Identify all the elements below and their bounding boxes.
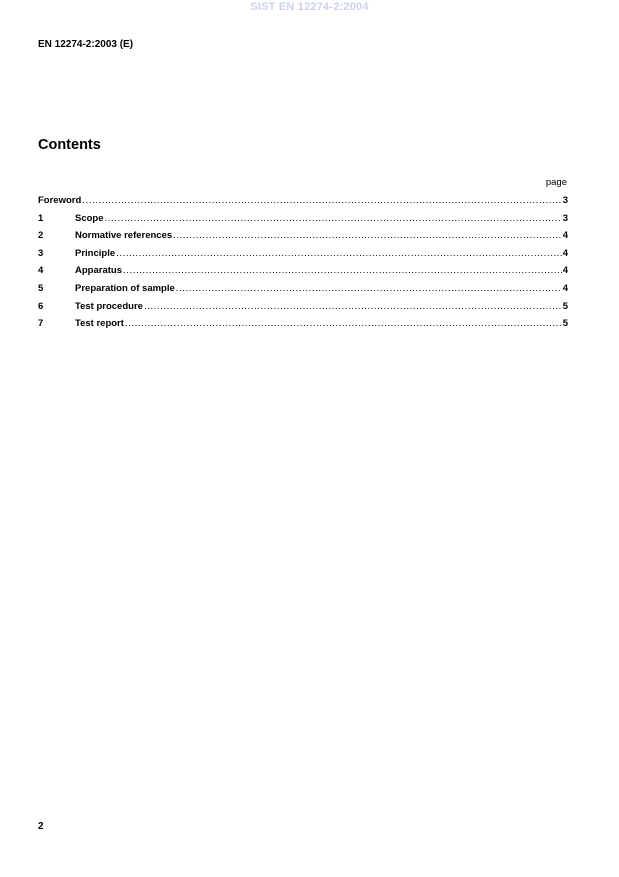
toc-entry-title: Preparation of sample — [75, 282, 175, 294]
page-column-label: page — [545, 177, 567, 188]
toc-entry-number: 2 — [38, 230, 44, 242]
toc-entry-page: 4 — [562, 282, 568, 294]
toc-entry-principle[interactable] — [38, 248, 568, 266]
toc-dot-leader — [144, 301, 562, 312]
toc-entry-number: 7 — [38, 318, 44, 330]
toc-entry-page: 4 — [562, 230, 568, 242]
toc-entry-page: 5 — [562, 318, 568, 330]
toc-entry-title: Test report — [75, 318, 124, 330]
page-number: 2 — [38, 821, 44, 832]
toc-dot-leader — [173, 230, 562, 241]
toc-entry-number: 3 — [38, 247, 44, 259]
toc-dot-leader — [82, 195, 561, 206]
toc-entry-foreword[interactable] — [38, 195, 568, 213]
toc-dot-leader — [105, 213, 562, 224]
toc-entry-number: 6 — [38, 300, 44, 312]
toc-entry-title: Test procedure — [75, 300, 143, 312]
toc-entry-title: Apparatus — [75, 265, 122, 277]
toc-dot-leader — [116, 248, 562, 259]
watermark: SIST EN 12274-2:2004 — [250, 1, 369, 13]
toc-dot-leader — [125, 318, 562, 329]
toc-entry-page: 4 — [562, 247, 568, 259]
contents-heading: Contents — [38, 137, 101, 153]
table-of-contents — [38, 195, 568, 336]
toc-entry-page: 4 — [562, 265, 568, 277]
toc-entry-title: Principle — [75, 247, 116, 259]
toc-entry-number: 1 — [38, 212, 44, 224]
toc-entry-test-report[interactable] — [38, 318, 568, 336]
toc-entry-title: Normative references — [75, 230, 173, 242]
document-identifier: EN 12274-2:2003 (E) — [38, 39, 134, 50]
toc-entry-title: Scope — [75, 212, 104, 224]
toc-entry-page: 3 — [562, 195, 568, 206]
toc-entry-page: 5 — [562, 300, 568, 312]
toc-entry-scope[interactable] — [38, 213, 568, 231]
toc-dot-leader — [123, 265, 562, 276]
toc-entry-apparatus[interactable] — [38, 265, 568, 283]
toc-dot-leader — [176, 283, 562, 294]
toc-entry-test-procedure[interactable] — [38, 301, 568, 319]
toc-entry-normative-references[interactable] — [38, 230, 568, 248]
toc-entry-page: 3 — [562, 212, 568, 224]
toc-entry-number: 5 — [38, 282, 44, 294]
toc-entry-number: 4 — [38, 265, 44, 277]
toc-entry-preparation-of-sample[interactable] — [38, 283, 568, 301]
toc-entry-title: Foreword — [38, 195, 82, 206]
